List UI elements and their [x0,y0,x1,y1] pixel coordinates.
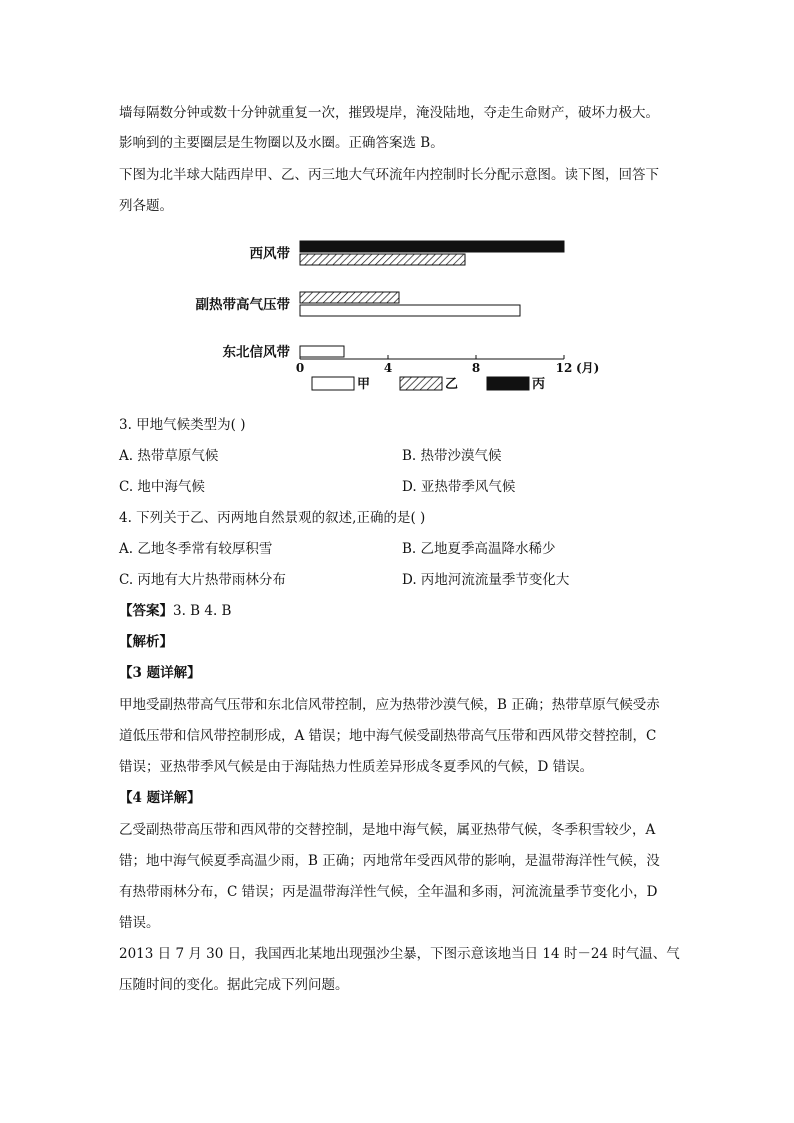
q3-stem: 3. 甲地气候类型为( ) [119,417,246,433]
bar-乙-0 [300,254,465,265]
outro-line-1: 2013 日 7 月 30 日，我国西北某地出现强沙尘暴，下图示意该地当日 14 时－24 时气温、气 [119,946,680,962]
category-label: 西风带 [249,246,290,262]
q4-detail-line-3: 有热带雨林分布，C 错误；丙是温带海洋性气候，全年温和多雨，河流流量季节变化小，D [119,884,658,900]
bar-乙-1 [300,292,399,303]
answer-line [119,602,231,620]
q3-detail-label: 【3 题详解】 [119,665,201,681]
bar-甲-1 [300,305,520,316]
q4-detail-line-2: 错；地中海气候夏季高温少雨，B 正确；丙地常年受西风带的影响，是温带海洋性气候，没 [119,853,660,869]
q4-option-d: D. 丙地河流流量季节变化大 [402,572,570,588]
q4-option-a: A. 乙地冬季常有较厚积雪 [119,541,273,557]
q4-detail-label: 【4 题详解】 [119,790,201,806]
q3-option-c: C. 地中海气候 [119,479,205,495]
q3-detail-line-1: 甲地受副热带高气压带和东北信风带控制，应为热带沙漠气候，B 正确；热带草原气候受赤 [119,697,660,713]
q3-option-b: B. 热带沙漠气候 [402,448,502,464]
intro-line-2: 影响到的主要圈层是生物圈以及水圈。正确答案选 B。 [119,135,444,151]
legend-swatch-丙 [487,377,529,390]
answer-label: 【答案】 [119,603,173,619]
category-label: 副热带高气压带 [195,297,290,313]
q3-detail-line-3: 错误；亚热带季风气候是由于海陆热力性质差异形成冬夏季风的气候，D 错误。 [119,759,594,775]
legend-swatch-乙 [400,377,442,390]
x-tick-label: 4 [383,361,393,375]
q3-option-d: D. 亚热带季风气候 [402,479,516,495]
q4-detail-line-4: 错误。 [119,915,160,931]
q3-option-a: A. 热带草原气候 [119,448,219,464]
x-tick-label: 12 [555,361,573,375]
legend-label-丙: 丙 [532,377,546,392]
q4-option-c: C. 丙地有大片热带雨林分布 [119,572,286,588]
intro-line-4: 列各题。 [119,198,173,214]
circulation-duration-chart [150,228,630,396]
legend-label-乙: 乙 [445,377,459,392]
answer-text: 3. B 4. B [173,603,232,619]
legend-label-甲: 甲 [357,377,371,392]
q4-stem: 4. 下列关于乙、丙两地自然景观的叙述,正确的是( ) [119,510,426,526]
bar-甲-2 [300,346,344,357]
q3-detail-line-2: 道低压带和信风带控制形成，A 错误；地中海气候受副热带高气压带和西风带交替控制，C [119,728,657,744]
q4-option-b: B. 乙地夏季高温降水稀少 [402,541,556,557]
x-unit-label: (月) [576,361,600,375]
intro-line-3: 下图为北半球大陆西岸甲、乙、丙三地大气环流年内控制时长分配示意图。读下图，回答下 [119,167,659,183]
x-tick-label: 8 [471,361,481,375]
q4-detail-line-1: 乙受副热带高压带和西风带的交替控制，是地中海气候，属亚热带气候，冬季积雪较少，A [119,822,656,838]
intro-line-1: 墙每隔数分钟或数十分钟就重复一次，摧毁堤岸，淹没陆地，夺走生命财产，破坏力极大。 [119,105,659,121]
analysis-label: 【解析】 [119,634,173,650]
bar-丙-0 [300,241,564,252]
outro-line-2: 压随时间的变化。据此完成下列问题。 [119,977,349,993]
x-tick-label: 0 [295,361,305,375]
legend-swatch-甲 [312,377,354,390]
category-label: 东北信风带 [222,344,290,361]
